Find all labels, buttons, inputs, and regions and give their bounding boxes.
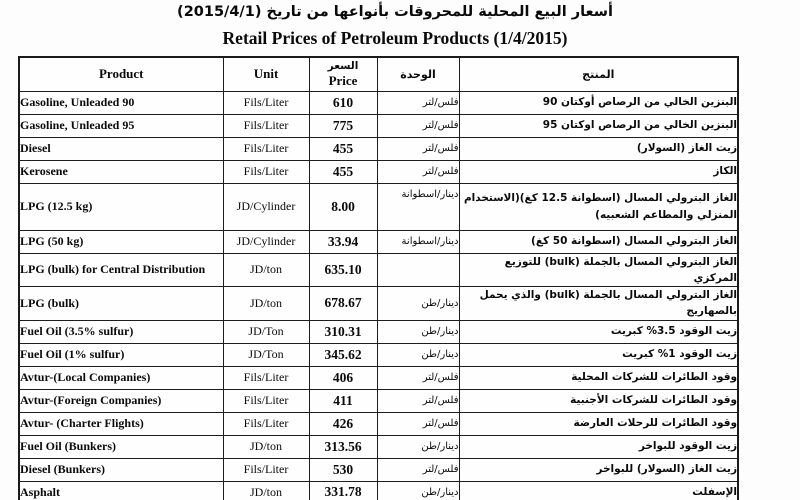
- table-row: [19, 253, 738, 287]
- product-name-arabic-cell: زيت الغاز (السولار): [459, 137, 738, 160]
- product-name-cell: Diesel (Bunkers): [19, 458, 223, 481]
- product-name-arabic-cell: وقود الطائرات للشركات الأجنبية: [459, 389, 738, 412]
- price-cell: 411: [309, 389, 377, 412]
- product-name-arabic-cell: البنزين الخالي من الرصاص أوكتان 90: [459, 91, 738, 114]
- unit-cell: Fils/Liter: [223, 389, 309, 412]
- product-name-arabic-cell: الكاز: [459, 160, 738, 183]
- unit-arabic-cell: فلس/لتر: [377, 412, 459, 435]
- column-header-product-ar: المنتج: [459, 57, 738, 91]
- unit-arabic-cell: دينار/اسطوانة: [377, 230, 459, 253]
- product-name-cell: Kerosene: [19, 160, 223, 183]
- unit-cell: Fils/Liter: [223, 91, 309, 114]
- table-header-row: [19, 57, 738, 91]
- product-name-cell: Avtur- (Charter Flights): [19, 412, 223, 435]
- unit-arabic-cell: دينار/طن: [377, 287, 459, 321]
- unit-arabic-cell: فلس/لتر: [377, 458, 459, 481]
- table-row: [19, 366, 738, 389]
- product-name-arabic-cell: زيت الوقود للبواخر: [459, 435, 738, 458]
- unit-cell: JD/Ton: [223, 320, 309, 343]
- table-row: [19, 137, 738, 160]
- unit-cell: JD/Ton: [223, 343, 309, 366]
- table-row: [19, 320, 738, 343]
- column-header-unit-ar: الوحدة: [377, 57, 459, 91]
- unit-arabic-cell: فلس/لتر: [377, 91, 459, 114]
- unit-cell: JD/Cylinder: [223, 230, 309, 253]
- unit-arabic-cell: دينار/طن: [377, 343, 459, 366]
- price-cell: 455: [309, 137, 377, 160]
- price-cell: 345.62: [309, 343, 377, 366]
- column-header-price-ar: السعر: [327, 60, 359, 73]
- table-row: [19, 183, 738, 230]
- price-cell: 530: [309, 458, 377, 481]
- product-name-arabic-cell: الغاز البترولي المسال بالجملة (bulk) والذي يحمل بالصهاريج: [459, 287, 738, 321]
- unit-arabic-cell: فلس/لتر: [377, 160, 459, 183]
- product-name-cell: Diesel: [19, 137, 223, 160]
- price-cell: 406: [309, 366, 377, 389]
- table-row: [19, 230, 738, 253]
- product-name-cell: Fuel Oil (1% sulfur): [19, 343, 223, 366]
- product-name-arabic-cell: زيت الغاز (السولار) للبواخر: [459, 458, 738, 481]
- product-name-cell: Avtur-(Local Companies): [19, 366, 223, 389]
- price-cell: 678.67: [309, 287, 377, 321]
- product-name-cell: Asphalt: [19, 481, 223, 500]
- price-cell: 455: [309, 160, 377, 183]
- table-row: [19, 435, 738, 458]
- column-header-price-en: Price: [328, 73, 358, 89]
- unit-cell: JD/ton: [223, 253, 309, 287]
- unit-arabic-cell: دينار/طن: [377, 435, 459, 458]
- price-cell: 775: [309, 114, 377, 137]
- unit-arabic-cell: فلس/لتر: [377, 137, 459, 160]
- unit-cell: Fils/Liter: [223, 114, 309, 137]
- price-cell: 426: [309, 412, 377, 435]
- unit-cell: JD/ton: [223, 481, 309, 500]
- unit-arabic-cell: دينار/طن: [377, 481, 459, 500]
- product-name-cell: Gasoline, Unleaded 95: [19, 114, 223, 137]
- price-cell: 33.94: [309, 230, 377, 253]
- table-row: [19, 287, 738, 321]
- table-row: [19, 114, 738, 137]
- product-name-arabic-cell: البنزين الخالي من الرصاص اوكتان 95: [459, 114, 738, 137]
- unit-arabic-cell: فلس/لتر: [377, 114, 459, 137]
- unit-cell: Fils/Liter: [223, 458, 309, 481]
- price-cell: 635.10: [309, 253, 377, 287]
- table-row: [19, 160, 738, 183]
- unit-arabic-cell: [377, 253, 459, 287]
- price-cell: 310.31: [309, 320, 377, 343]
- page-title-arabic: أسعار البيع المحلية للمحروقات بأنواعها من تاريخ (2015/4/1): [177, 4, 613, 20]
- unit-arabic-cell: فلس/لتر: [377, 366, 459, 389]
- product-name-cell: Fuel Oil (3.5% sulfur): [19, 320, 223, 343]
- product-name-cell: Fuel Oil (Bunkers): [19, 435, 223, 458]
- table-row: [19, 389, 738, 412]
- page-title-english: Retail Prices of Petroleum Products (1/4/2015): [222, 28, 568, 48]
- table-row: [19, 481, 738, 500]
- table-body: [19, 91, 738, 500]
- product-name-cell: LPG (bulk) for Central Distribution: [19, 253, 223, 287]
- product-name-arabic-cell: الغاز البترولي المسال (اسطوانة 12.5 كغ)(الاستخدام المنزلي والمطاعم الشعبيه): [459, 183, 738, 230]
- product-name-arabic-cell: الإسفلت: [459, 481, 738, 500]
- price-cell: 8.00: [309, 183, 377, 230]
- product-name-arabic-cell: الغاز البترولي المسال بالجملة (bulk) للتوزيع المركزي: [459, 253, 738, 287]
- product-name-cell: Gasoline, Unleaded 90: [19, 91, 223, 114]
- product-name-cell: LPG (bulk): [19, 287, 223, 321]
- column-header-price: [309, 57, 377, 91]
- unit-cell: Fils/Liter: [223, 366, 309, 389]
- table-row: [19, 91, 738, 114]
- price-cell: 610: [309, 91, 377, 114]
- product-name-arabic-cell: زيت الوقود 3.5% كبريت: [459, 320, 738, 343]
- column-header-unit-en: Unit: [223, 57, 309, 91]
- product-name-arabic-cell: وقود الطائرات للشركات المحلية: [459, 366, 738, 389]
- unit-arabic-cell: دينار/اسطوانة: [377, 183, 459, 230]
- product-name-cell: LPG (12.5 kg): [19, 183, 223, 230]
- table-row: [19, 412, 738, 435]
- price-cell: 331.78: [309, 481, 377, 500]
- table-row: [19, 343, 738, 366]
- table-row: [19, 458, 738, 481]
- product-name-arabic-cell: وقود الطائرات للرحلات العارضة: [459, 412, 738, 435]
- unit-cell: Fils/Liter: [223, 160, 309, 183]
- unit-arabic-cell: فلس/لتر: [377, 389, 459, 412]
- unit-cell: JD/ton: [223, 287, 309, 321]
- unit-cell: JD/ton: [223, 435, 309, 458]
- unit-cell: Fils/Liter: [223, 412, 309, 435]
- product-name-cell: LPG (50 kg): [19, 230, 223, 253]
- unit-cell: JD/Cylinder: [223, 183, 309, 230]
- price-cell: 313.56: [309, 435, 377, 458]
- unit-cell: Fils/Liter: [223, 137, 309, 160]
- product-name-arabic-cell: الغاز البترولي المسال (اسطوانة 50 كغ): [459, 230, 738, 253]
- petroleum-prices-table: [18, 56, 739, 500]
- product-name-arabic-cell: زيت الوقود 1% كبريت: [459, 343, 738, 366]
- column-header-product-en: Product: [19, 57, 223, 91]
- product-name-cell: Avtur-(Foreign Companies): [19, 389, 223, 412]
- unit-arabic-cell: دينار/طن: [377, 320, 459, 343]
